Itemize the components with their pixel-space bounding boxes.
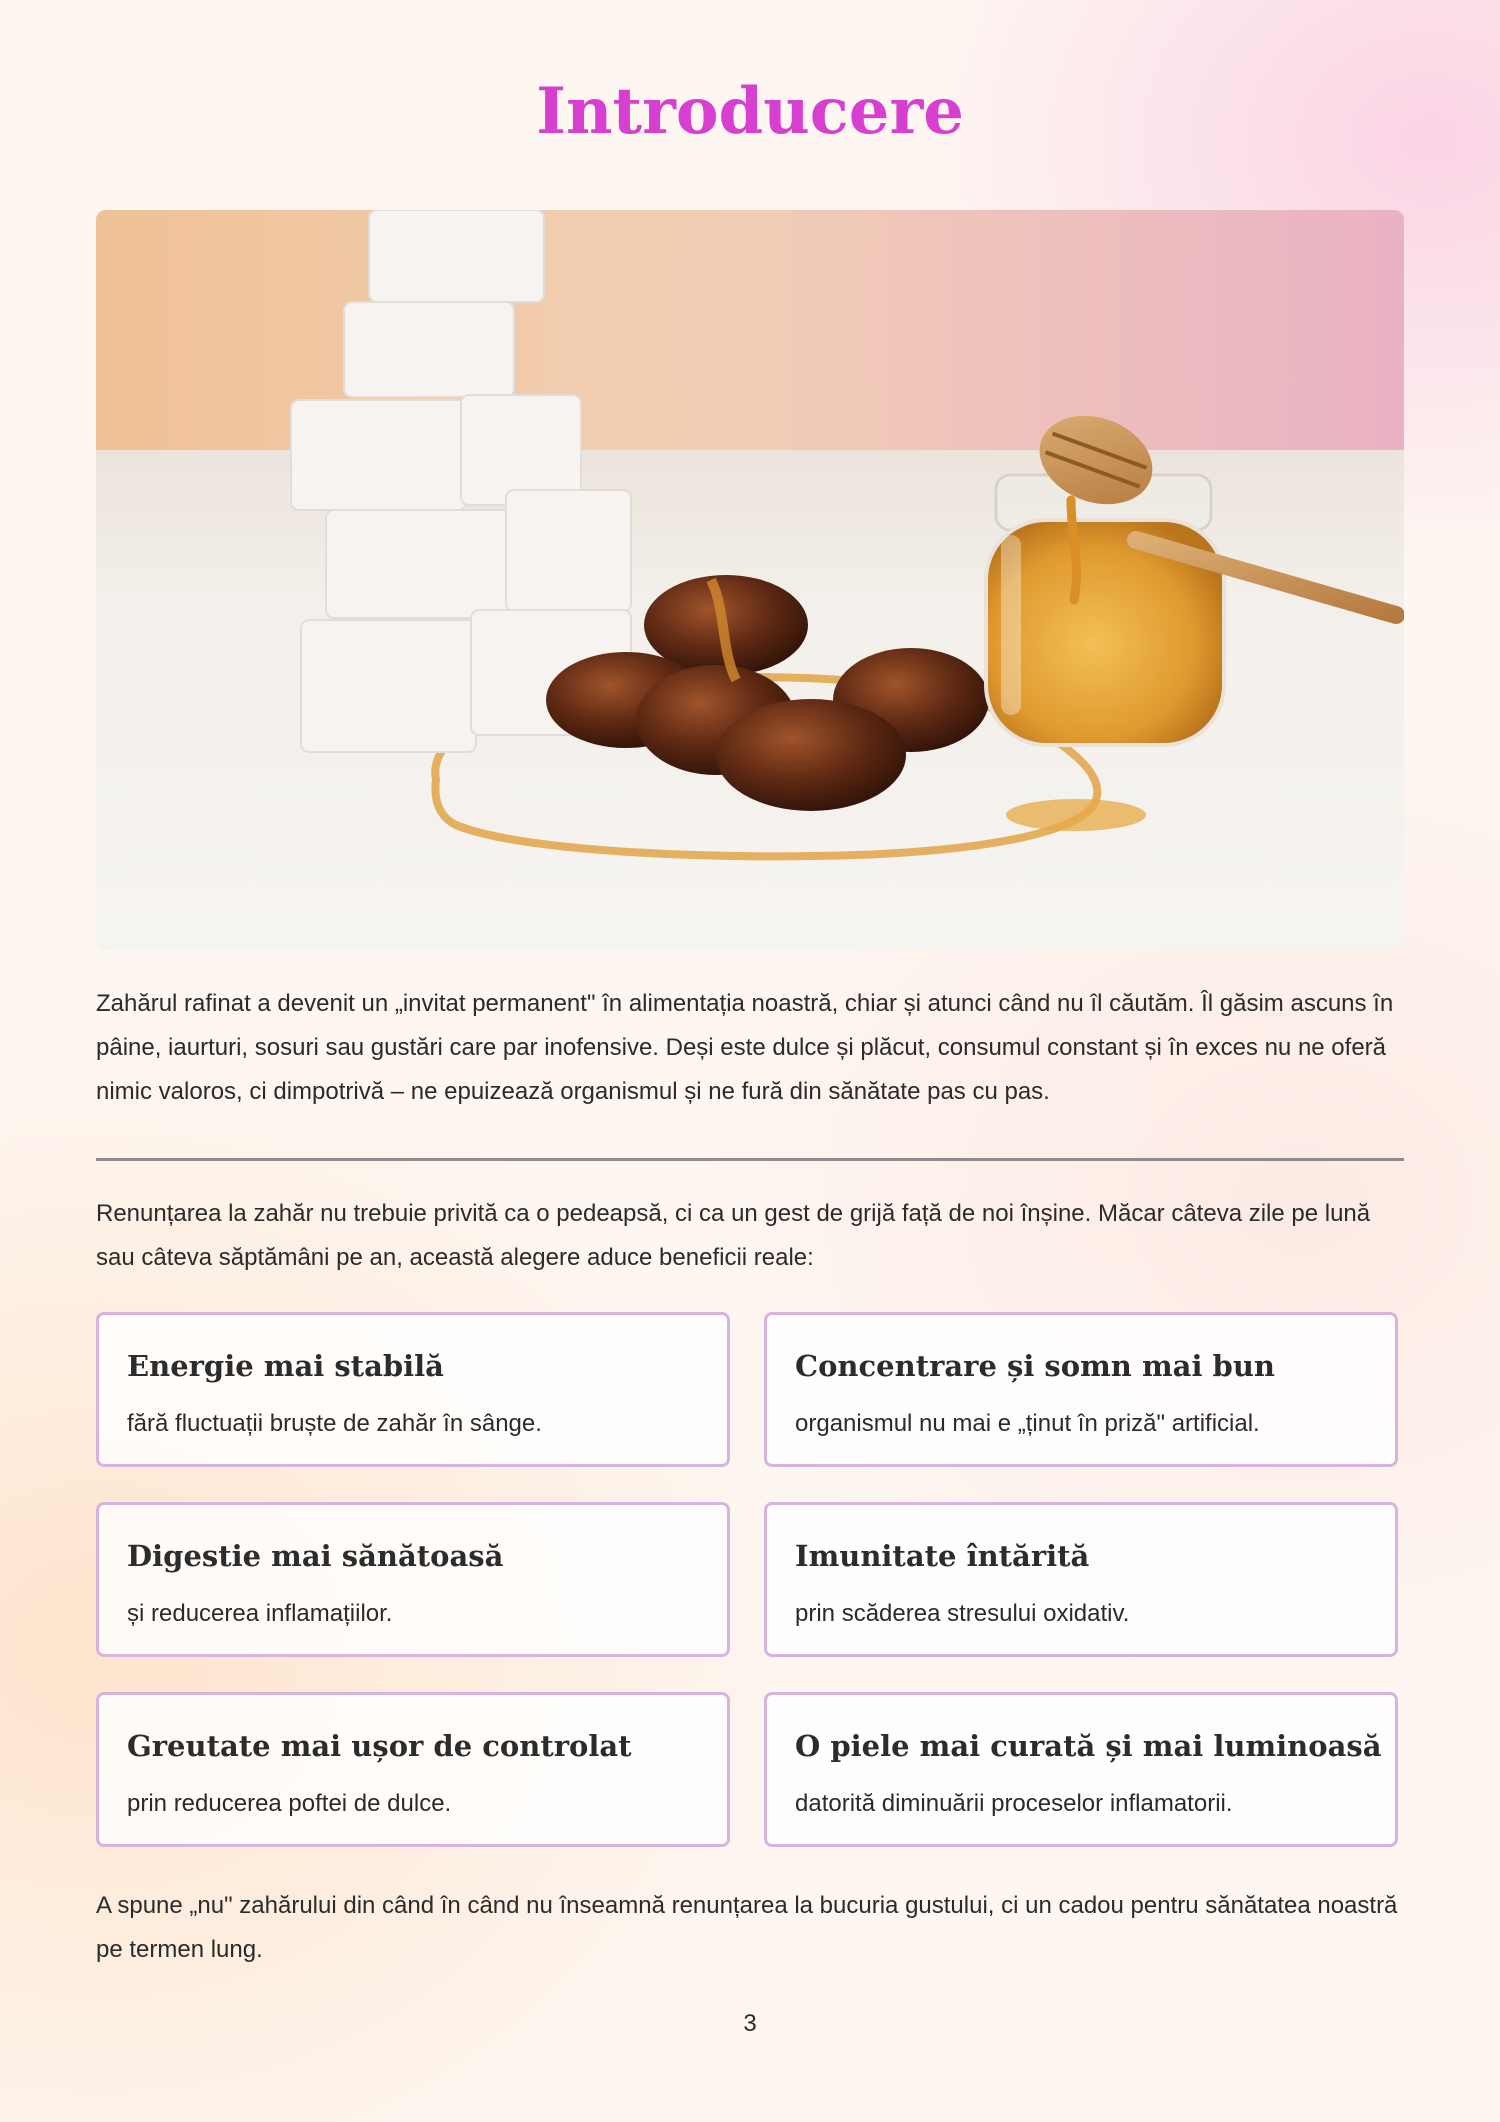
benefit-title: Digestie mai sănătoasă	[127, 1539, 504, 1573]
intro-paragraph: Zahărul rafinat a devenit un „invitat permanent" în alimentația noastră, chiar și atunci când nu îl căutăm. Îl găsim ascuns în pâine, iaurturi, sosuri sau gustări care par inofensive. Deși este dulce și plăcut, consumul constant și în exces nu ne oferă nimic valoros, ci dimpotrivă – ne epuizează organismul și ne fură din sănătate pas cu pas.	[96, 990, 1394, 1105]
benefit-text: datorită diminuării proceselor inflamatorii.	[795, 1790, 1233, 1817]
benefit-text: prin reducerea poftei de dulce.	[127, 1790, 452, 1817]
benefit-card-digestion	[96, 1502, 730, 1657]
closing-paragraph: A spune „nu" zahărului din când în când nu înseamnă renunțarea la bucuria gustului, ci un cadou pentru sănătatea noastră pe termen lung.	[96, 1892, 1398, 1963]
benefit-text: fără fluctuații bruște de zahăr în sânge.	[127, 1410, 542, 1437]
benefit-title: Greutate mai ușor de controlat	[127, 1729, 632, 1763]
benefit-card-energy	[96, 1312, 730, 1467]
benefit-title: Energie mai stabilă	[127, 1349, 444, 1383]
section-divider	[96, 1158, 1404, 1161]
benefit-card-focus-sleep	[764, 1312, 1398, 1467]
benefit-card-weight	[96, 1692, 730, 1847]
benefit-title: Concentrare și somn mai bun	[795, 1349, 1276, 1383]
benefit-card-immunity	[764, 1502, 1398, 1657]
benefit-title: Imunitate întărită	[795, 1539, 1090, 1573]
benefit-text: prin scăderea stresului oxidativ.	[795, 1600, 1130, 1627]
benefit-text: organismul nu mai e „ținut în priză" artificial.	[795, 1410, 1260, 1437]
benefit-text: și reducerea inflamațiilor.	[127, 1600, 393, 1627]
benefit-title: O piele mai curată și mai luminoasă	[795, 1729, 1382, 1763]
sugar-dates-honey-photo	[96, 210, 1404, 950]
benefit-card-skin	[764, 1692, 1398, 1847]
lead-paragraph: Renunțarea la zahăr nu trebuie privită ca o pedeapsă, ci ca un gest de grijă față de noi înșine. Măcar câteva zile pe lună sau câteva săptămâni pe an, această alegere aduce beneficii reale:	[96, 1200, 1371, 1271]
page-number: 3	[743, 2010, 757, 2037]
page-title: Introducere	[536, 74, 964, 149]
